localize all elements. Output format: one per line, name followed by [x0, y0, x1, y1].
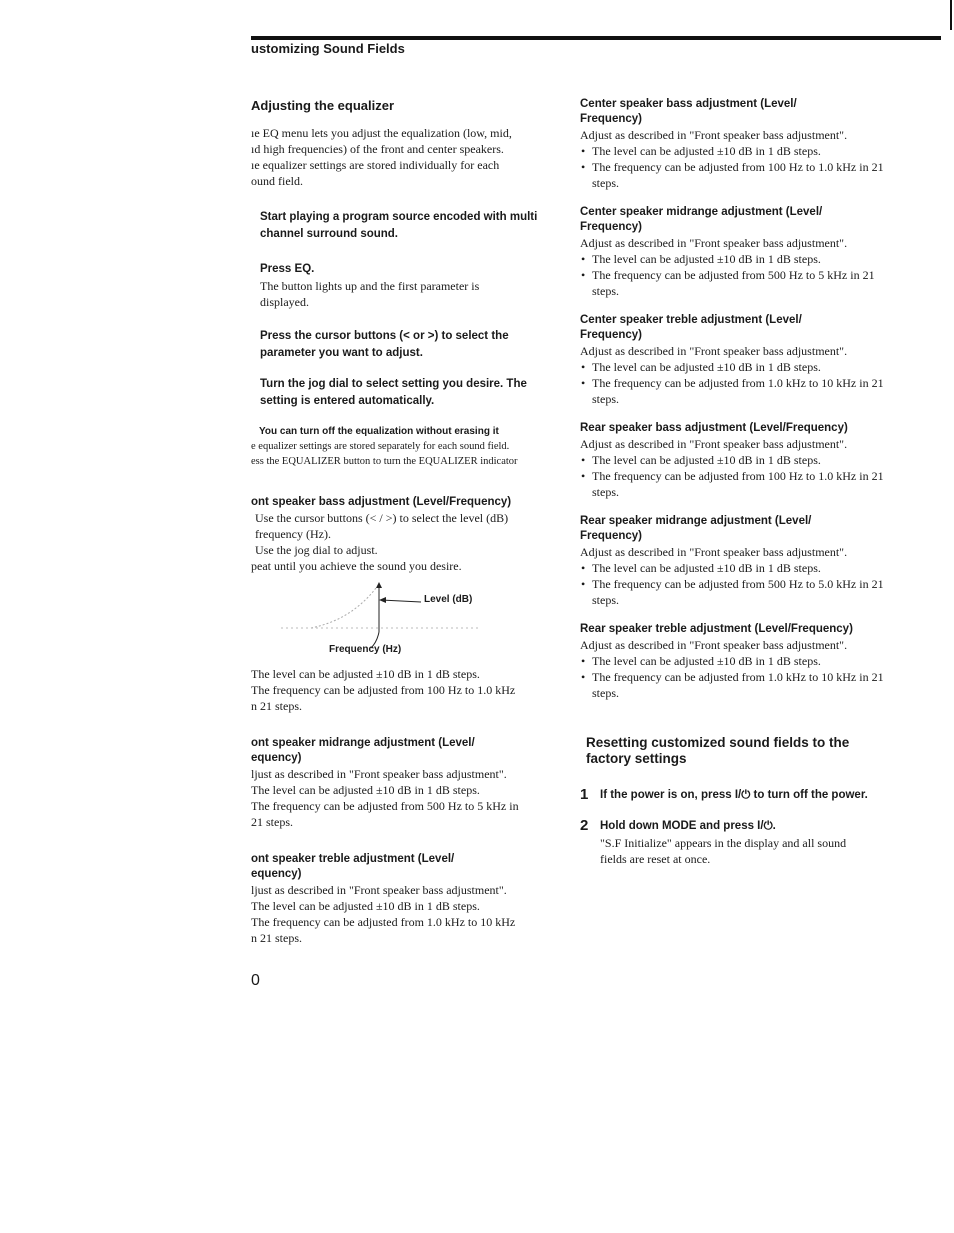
front-treble-section: [251, 852, 546, 946]
bullet-item: • The frequency can be adjusted from 100 Hz to 1.0 kHz in 21 steps.: [580, 468, 890, 500]
reset-step-2: [580, 818, 890, 867]
speaker-section: [580, 421, 890, 500]
intro-line: ıe EQ menu lets you adjust the equalization (low, mid,: [251, 126, 512, 140]
tip-title: You can turn off the equalization without erasing it: [259, 426, 499, 437]
bullet-item: • The frequency can be adjusted from 500 Hz to 5.0 kHz in 21 steps.: [580, 576, 890, 608]
step-body: The button lights up and the first parameter is: [260, 279, 480, 293]
step-title: Press EQ.: [260, 263, 315, 275]
left-column: [251, 98, 546, 960]
speaker-section-heading: Rear speaker treble adjustment (Level/Frequency): [580, 623, 853, 635]
front-bass-heading: ont speaker bass adjustment (Level/Frequency): [251, 496, 512, 508]
intro-line: ound field.: [251, 174, 303, 188]
speaker-section: [580, 514, 890, 608]
step-body: "S.F Initialize" appears in the display and all sound: [600, 836, 847, 850]
step-title: Press the cursor buttons (< or >) to select the parameter you want to adjust.: [260, 330, 509, 359]
front-mid-line: The level can be adjusted ±10 dB in 1 dB steps.: [251, 783, 480, 797]
bullet-item: • The level can be adjusted ±10 dB in 1 dB steps.: [580, 143, 890, 159]
front-treble-line: The level can be adjusted ±10 dB in 1 dB steps.: [251, 899, 480, 913]
tip-box: [251, 426, 546, 469]
step-title: Start playing a program source encoded with multi channel surround sound.: [260, 211, 538, 240]
bullet-item: • The frequency can be adjusted from 500 Hz to 5 kHz in 21 steps.: [580, 267, 890, 299]
step-2: [260, 261, 546, 310]
speaker-section-heading: Center speaker treble adjustment (Level/: [580, 314, 802, 326]
front-bass-line: peat until you achieve the sound you desire.: [251, 559, 462, 573]
step-number: 1: [580, 786, 589, 803]
equalizer-intro: [251, 125, 546, 189]
intro-line: ıd high frequencies) of the front and center speakers.: [251, 142, 504, 156]
front-treble-heading: ont speaker treble adjustment (Level/: [251, 853, 455, 865]
step-number: 2: [580, 817, 589, 834]
step-4: [260, 376, 546, 410]
front-treble-line: n 21 steps.: [251, 931, 302, 945]
bullet-item: • The frequency can be adjusted from 1.0 kHz to 10 kHz in 21 steps.: [580, 375, 890, 407]
speaker-section-desc: Adjust as described in "Front speaker bass adjustment".: [580, 437, 848, 451]
bullet-item: • The level can be adjusted ±10 dB in 1 dB steps.: [580, 452, 890, 468]
front-bass-line: frequency (Hz).: [255, 527, 331, 541]
front-mid-line: The frequency can be adjusted from 500 Hz to 5 kHz in: [251, 799, 519, 813]
speaker-section-desc: Adjust as described in "Front speaker bass adjustment".: [580, 128, 848, 142]
section-title: ustomizing Sound Fields: [251, 41, 405, 56]
speaker-section-heading: Center speaker midrange adjustment (Level/: [580, 206, 823, 218]
speaker-section-desc: Adjust as described in "Front speaker bass adjustment".: [580, 545, 848, 559]
equalizer-heading: Adjusting the equalizer: [251, 98, 395, 113]
bullet-item: • The frequency can be adjusted from 100 Hz to 1.0 kHz in 21 steps.: [580, 159, 890, 191]
tip-line: ess the EQUALIZER button to turn the EQUALIZER indicator: [251, 456, 518, 467]
speaker-section-heading: Center speaker bass adjustment (Level/: [580, 98, 797, 110]
speaker-section-heading: Rear speaker midrange adjustment (Level/: [580, 515, 812, 527]
speaker-section-desc: Adjust as described in "Front speaker bass adjustment".: [580, 344, 848, 358]
step-3: [260, 328, 546, 362]
speaker-section-bullets: [580, 560, 890, 608]
speaker-section-bullets: [580, 653, 890, 701]
front-mid-line: 21 steps.: [251, 815, 293, 829]
front-mid-section: [251, 736, 546, 830]
bullet-item: • The frequency can be adjusted from 1.0 kHz to 10 kHz in 21 steps.: [580, 669, 890, 701]
front-treble-line: The frequency can be adjusted from 1.0 kHz to 10 kHz: [251, 915, 516, 929]
speaker-section-heading: Frequency): [580, 221, 642, 233]
step-title: If the power is on, press I/⏻ to turn off the power.: [600, 789, 868, 801]
bullet-item: • The level can be adjusted ±10 dB in 1 dB steps.: [580, 560, 890, 576]
speaker-section-heading: Frequency): [580, 530, 642, 542]
speaker-section-bullets: [580, 143, 890, 191]
speaker-section: [580, 97, 890, 191]
bullet-item: • The level can be adjusted ±10 dB in 1 dB steps.: [580, 359, 890, 375]
step-1: [260, 209, 546, 243]
reset-step-1: [580, 787, 890, 804]
front-mid-heading: equency): [251, 752, 302, 764]
speaker-section-desc: Adjust as described in "Front speaker bass adjustment".: [580, 638, 848, 652]
eq-diagram: [251, 580, 546, 660]
front-bass-line: n 21 steps.: [251, 699, 302, 713]
speaker-section-heading: Rear speaker bass adjustment (Level/Frequency): [580, 422, 848, 434]
page-edge-line: [950, 0, 952, 30]
front-treble-heading: equency): [251, 868, 302, 880]
speaker-section: [580, 313, 890, 407]
speaker-section-bullets: [580, 251, 890, 299]
speaker-section-bullets: [580, 359, 890, 407]
level-label: Level (dB): [424, 594, 473, 605]
speaker-section-bullets: [580, 452, 890, 500]
front-bass-line: Use the cursor buttons (< / >) to select the level (dB): [255, 511, 509, 525]
step-body: displayed.: [260, 295, 309, 309]
speaker-section: [580, 205, 890, 299]
page-number: 0: [251, 972, 260, 989]
tip-line: e equalizer settings are stored separately for each sound field.: [251, 441, 510, 452]
bullet-item: • The level can be adjusted ±10 dB in 1 dB steps.: [580, 653, 890, 669]
reset-heading: Resetting customized sound fields to the factory settings: [586, 735, 850, 766]
step-title: Turn the jog dial to select setting you desire. The setting is entered automatically.: [260, 378, 527, 407]
front-mid-heading: ont speaker midrange adjustment (Level/: [251, 737, 475, 749]
front-bass-line: Use the jog dial to adjust.: [255, 543, 378, 557]
speaker-section-heading: Frequency): [580, 113, 642, 125]
step-body: fields are reset at once.: [600, 852, 711, 866]
intro-line: ıe equalizer settings are stored individually for each: [251, 158, 500, 172]
front-bass-line: The frequency can be adjusted from 100 Hz to 1.0 kHz: [251, 683, 516, 697]
header-rule: [251, 36, 941, 40]
front-bass-section: [251, 495, 546, 714]
front-mid-line: ljust as described in "Front speaker bass adjustment".: [251, 767, 507, 781]
speaker-section-heading: Frequency): [580, 329, 642, 341]
step-title: Hold down MODE and press I/⏻.: [600, 820, 776, 832]
right-column: [580, 97, 890, 881]
frequency-label: Frequency (Hz): [329, 644, 402, 655]
speaker-section: [580, 622, 890, 701]
bullet-item: • The level can be adjusted ±10 dB in 1 dB steps.: [580, 251, 890, 267]
front-bass-line: The level can be adjusted ±10 dB in 1 dB steps.: [251, 667, 480, 681]
speaker-section-desc: Adjust as described in "Front speaker bass adjustment".: [580, 236, 848, 250]
front-treble-line: ljust as described in "Front speaker bass adjustment".: [251, 883, 507, 897]
